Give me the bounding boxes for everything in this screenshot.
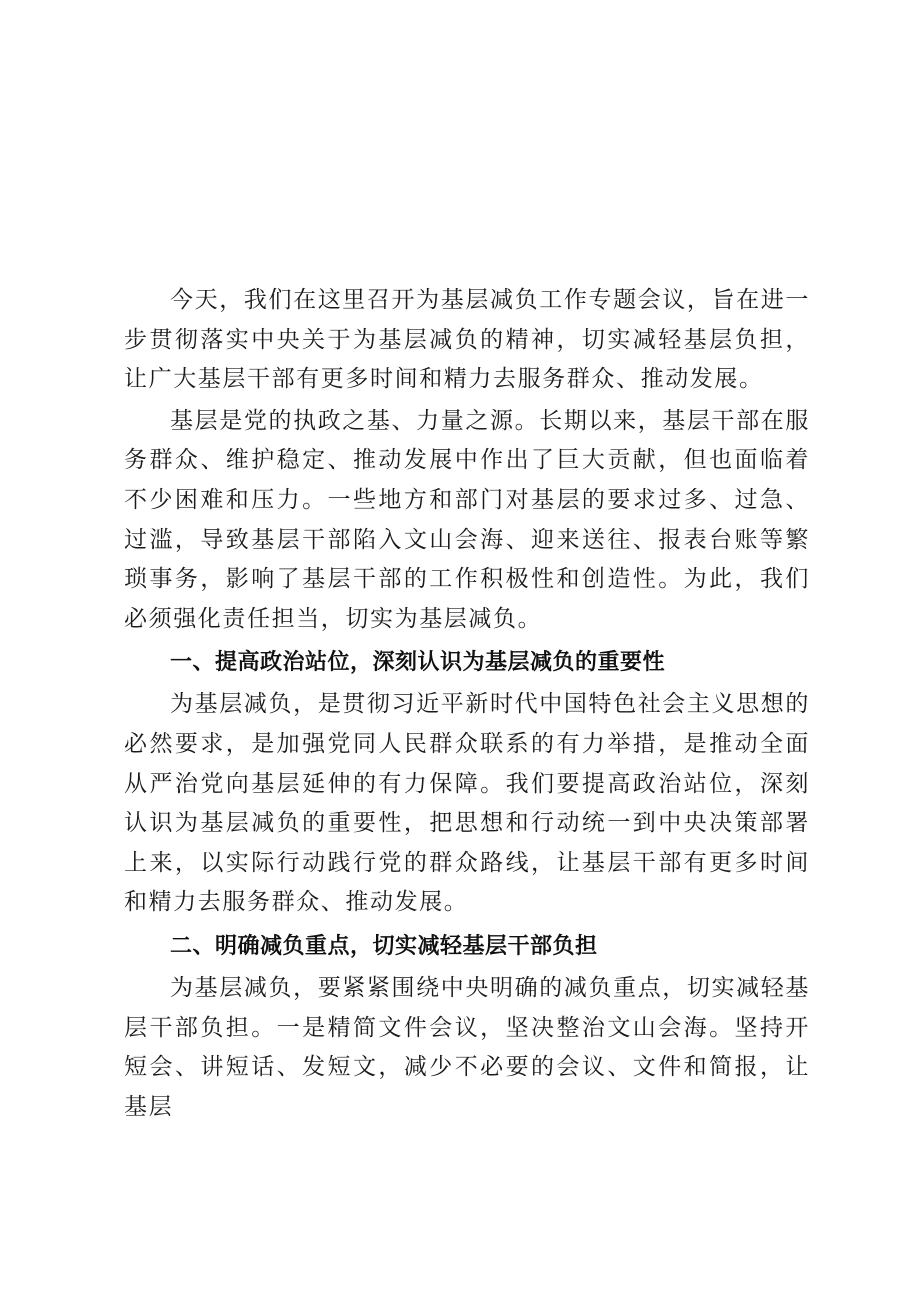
intro-paragraph-1: 今天，我们在这里召开为基层减负工作专题会议，旨在进一步贯彻落实中央关于为基层减负的精神，切实减轻基层负担，让广大基层干部有更多时间和精力去服务群众、推动发展。	[124, 287, 810, 393]
section-1-body: 为基层减负，是贯彻习近平新时代中国特色社会主义思想的必然要求，是加强党同人民群众联系的有力举措，是推动全面从严治党向基层延伸的有力保障。我们要提高政治站位，深刻认识为基层减负的重要性，把思想和行动统一到中央决策部署上来，以实际行动践行党的群众路线，让基层干部有更多时间和精力去服务群众、推动发展。	[124, 691, 810, 916]
document-page	[124, 281, 810, 1127]
section-2-heading: 二、明确减负重点，切实减轻基层干部负担	[170, 933, 598, 959]
section-2-body: 为基层减负，要紧紧围绕中央明确的减负重点，切实减轻基层干部负担。一是精简文件会议，坚决整治文山会海。坚持开短会、讲短话、发短文，减少不必要的会议、文件和简报，让基层	[124, 974, 810, 1120]
section-1-heading: 一、提高政治站位，深刻认识为基层减负的重要性	[170, 650, 666, 676]
intro-paragraph-2: 基层是党的执政之基、力量之源。长期以来，基层干部在服务群众、维护稳定、推动发展中作出了巨大贡献，但也面临着不少困难和压力。一些地方和部门对基层的要求过多、过急、过滥，导致基层干部陷入文山会海、迎来送往、报表台账等繁琐事务，影响了基层干部的工作积极性和创造性。为此，我们必须强化责任担当，切实为基层减负。	[124, 407, 810, 632]
